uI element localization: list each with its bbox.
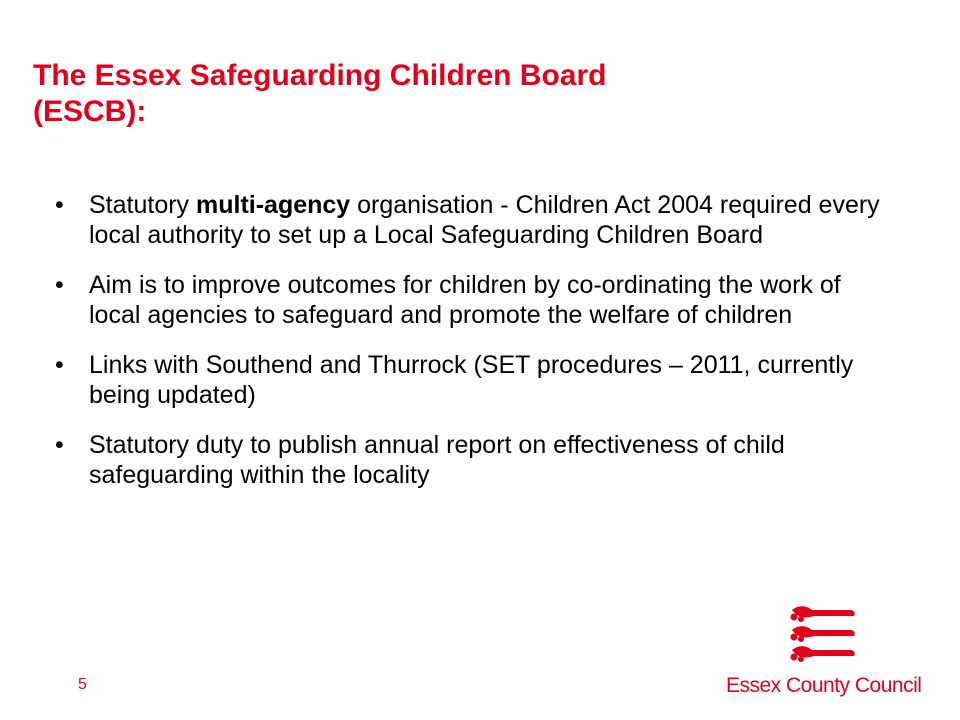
bullet-item-4	[55, 430, 885, 490]
bullet-text-after: organisation - Children Act 2004 required every local authority to set up a Local Safeguarding Children Board	[89, 191, 880, 249]
logo-wordmark: Essex County Council	[726, 674, 922, 697]
bullet-marker: •	[55, 191, 64, 219]
bullet-item-1	[55, 190, 885, 250]
bullet-item-3	[55, 350, 885, 410]
bullet-text-bold: multi-agency	[196, 191, 351, 219]
three-seaxes-icon	[788, 604, 858, 668]
bullet-text: Aim is to improve outcomes for children by co-ordinating the work of local agencies to safeguard and promote the welfare of children	[89, 271, 841, 329]
bullet-text-before: Statutory	[89, 191, 196, 219]
page-number: 5	[78, 676, 87, 693]
bullet-text: Statutory duty to publish annual report on effectiveness of child safeguarding within the locality	[89, 431, 785, 489]
bullet-marker: •	[55, 271, 64, 299]
slide-title-line-1: The Essex Safeguarding Children Board	[33, 59, 607, 92]
slide-title	[33, 58, 913, 130]
slide-title-line-2: (ESCB):	[33, 95, 147, 128]
bullet-marker: •	[55, 351, 64, 379]
bullet-text: Links with Southend and Thurrock (SET procedures – 2011, currently being updated)	[89, 351, 854, 409]
bullet-list	[55, 190, 885, 510]
bullet-item-2	[55, 270, 885, 330]
essex-county-council-logo	[726, 604, 926, 700]
bullet-marker: •	[55, 431, 64, 459]
